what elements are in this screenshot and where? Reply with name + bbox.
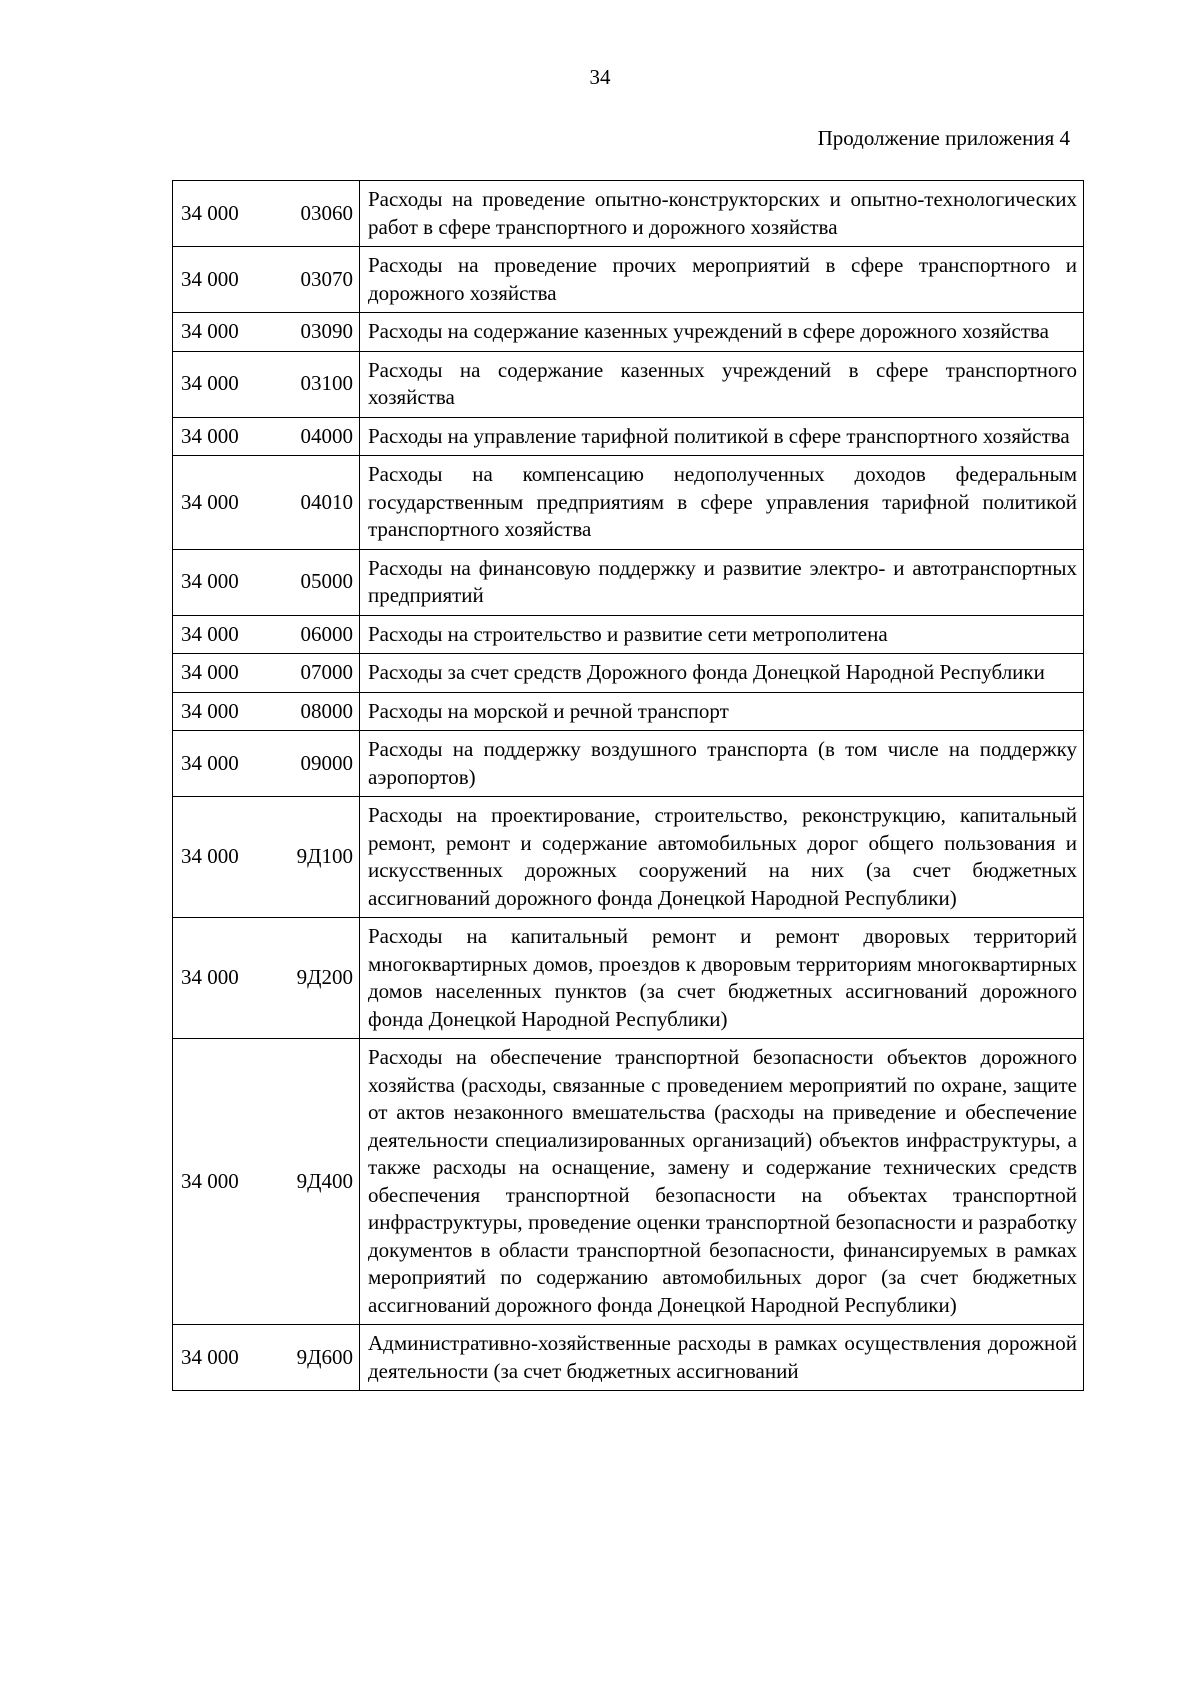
code-cell	[173, 1039, 360, 1325]
code-cell	[173, 313, 360, 352]
table-row	[173, 417, 1084, 456]
code-program: 34 000	[181, 319, 239, 343]
table-row	[173, 654, 1084, 693]
table-row	[173, 797, 1084, 918]
code-cell	[173, 417, 360, 456]
table-row	[173, 456, 1084, 550]
code-cell	[173, 181, 360, 247]
code-cell	[173, 797, 360, 918]
code-direction: 09000	[300, 750, 353, 775]
description-cell: Расходы на проведение прочих мероприятий в сфере транспортного и дорожного хозяйства	[360, 247, 1084, 313]
code-direction: 05000	[300, 569, 353, 594]
description-cell: Расходы на управление тарифной политикой в сфере транспортного хозяйства	[360, 417, 1084, 456]
table-row	[173, 313, 1084, 352]
code-program: 34 000	[181, 698, 239, 723]
code-cell	[173, 351, 360, 417]
code-program: 34 000	[181, 844, 239, 869]
description-cell: Расходы на содержание казенных учреждений в сфере транспортного хозяйства	[360, 351, 1084, 417]
table-body	[173, 181, 1084, 1391]
description-cell: Расходы на капитальный ремонт и ремонт дворовых территорий многоквартирных домов, проездов к дворовым территориям многоквартирных домов населенных пунктов (за счет бюджетных ассигнований дорожного фонда Донецкой Народной Республики)	[360, 918, 1084, 1039]
description-cell: Расходы на проектирование, строительство, реконструкцию, капитальный ремонт, ремонт и содержание автомобильных дорог общего пользования и искусственных дорожных сооружений на них (за счет бюджетных ассигнований дорожного фонда Донецкой Народной Республики)	[360, 797, 1084, 918]
code-direction: 06000	[300, 621, 353, 646]
code-program: 34 000	[181, 1168, 239, 1193]
description-cell: Расходы на проведение опытно-конструкторских и опытно-технологических работ в сфере транспортного и дорожного хозяйства	[360, 181, 1084, 247]
code-cell	[173, 918, 360, 1039]
budget-classification-table	[172, 180, 1084, 1391]
table-row	[173, 181, 1084, 247]
code-program: 34 000	[181, 965, 239, 990]
code-direction: 03070	[300, 266, 353, 291]
description-cell: Расходы на компенсацию недополученных доходов федеральным государственным предприятиям в сфере управления тарифной политикой транспортного хозяйства	[360, 456, 1084, 550]
code-cell	[173, 615, 360, 654]
code-cell	[173, 731, 360, 797]
table-row	[173, 549, 1084, 615]
code-cell	[173, 692, 360, 731]
description-cell: Расходы на финансовую поддержку и развитие электро- и автотранспортных предприятий	[360, 549, 1084, 615]
code-program: 34 000	[181, 489, 239, 514]
code-direction: 9Д600	[296, 1344, 353, 1369]
table-row	[173, 1039, 1084, 1325]
code-program: 34 000	[181, 200, 239, 225]
description-cell: Расходы на поддержку воздушного транспорта (в том числе на поддержку аэропортов)	[360, 731, 1084, 797]
code-cell	[173, 247, 360, 313]
code-cell	[173, 1325, 360, 1391]
code-cell	[173, 456, 360, 550]
page-number: 34	[589, 65, 611, 89]
table-row	[173, 351, 1084, 417]
description-cell: Расходы на обеспечение транспортной безопасности объектов дорожного хозяйства (расходы, связанные с проведением мероприятий по охране, защите от актов незаконного вмешательства (расходы на приведение и обеспечение деятельности специализированных организаций) объектов инфраструктуры, а также расходы на оснащение, замену и содержание технических средств обеспечения транспортной безопасности на объектах транспортной инфраструктуры, проведение оценки транспортной безопасности и разработку документов в области транспортной безопасности, финансируемых в рамках мероприятий по содержанию автомобильных дорог (за счет бюджетных ассигнований дорожного фонда Донецкой Народной Республики)	[360, 1039, 1084, 1325]
code-program: 34 000	[181, 266, 239, 291]
table-row	[173, 918, 1084, 1039]
table-row	[173, 692, 1084, 731]
code-direction: 04010	[300, 489, 353, 514]
code-program: 34 000	[181, 569, 239, 594]
code-direction: 08000	[300, 698, 353, 723]
code-direction: 9Д200	[296, 965, 353, 990]
description-cell: Административно-хозяйственные расходы в рамках осуществления дорожной деятельности (за счет бюджетных ассигнований	[360, 1325, 1084, 1391]
description-cell: Расходы на содержание казенных учреждений в сфере дорожного хозяйства	[360, 313, 1084, 352]
code-cell	[173, 549, 360, 615]
code-direction: 03060	[300, 200, 353, 225]
code-program: 34 000	[181, 621, 239, 646]
code-cell	[173, 654, 360, 693]
description-cell: Расходы на строительство и развитие сети метрополитена	[360, 615, 1084, 654]
code-program: 34 000	[181, 660, 239, 684]
table-row	[173, 247, 1084, 313]
code-direction: 04000	[300, 423, 353, 448]
code-direction: 03100	[300, 371, 353, 396]
description-cell: Расходы на морской и речной транспорт	[360, 692, 1084, 731]
code-direction: 9Д400	[296, 1168, 353, 1193]
code-program: 34 000	[181, 371, 239, 396]
code-direction: 03090	[300, 319, 353, 343]
table-row	[173, 1325, 1084, 1391]
table-row	[173, 731, 1084, 797]
description-cell: Расходы за счет средств Дорожного фонда Донецкой Народной Республики	[360, 654, 1084, 693]
code-program: 34 000	[181, 423, 239, 448]
code-program: 34 000	[181, 1344, 239, 1369]
code-program: 34 000	[181, 750, 239, 775]
code-direction: 9Д100	[296, 844, 353, 869]
appendix-title: Продолжение приложения 4	[817, 126, 1070, 150]
code-direction: 07000	[300, 660, 353, 684]
table-row	[173, 615, 1084, 654]
